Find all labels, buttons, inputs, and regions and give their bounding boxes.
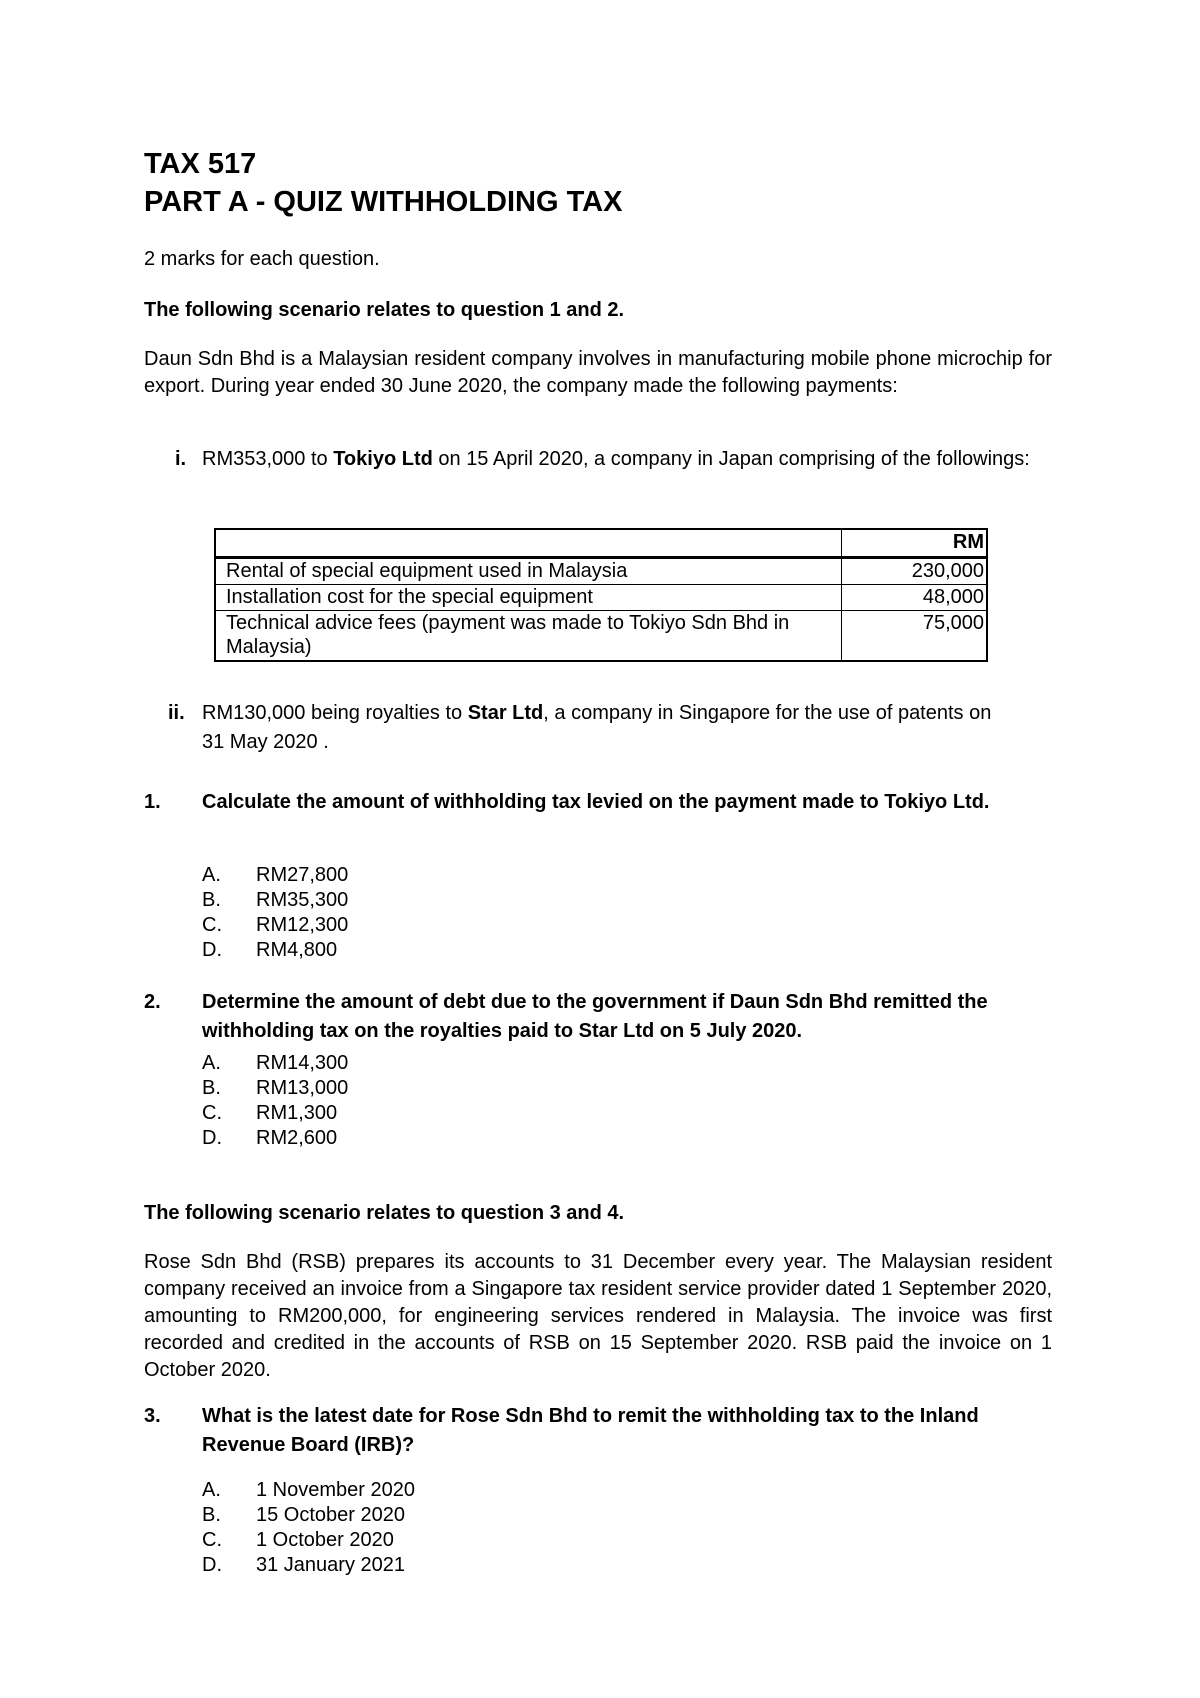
item-i-label: i. — [175, 448, 187, 470]
question-2-number: 2. — [144, 991, 161, 1013]
table-row — [215, 558, 987, 585]
item-ii-label: ii. — [168, 702, 185, 724]
option-value: RM12,300 — [256, 914, 349, 936]
option-value: 31 January 2021 — [256, 1554, 406, 1576]
option-value: RM13,000 — [256, 1077, 349, 1099]
item-i-company: Tokiyo Ltd — [333, 448, 433, 470]
item-i-text-after: on 15 April 2020, a company in Japan comprising of the followings: — [432, 448, 1030, 470]
table-row — [215, 585, 987, 611]
option-value: RM27,800 — [256, 864, 349, 886]
item-ii-text-after: , a company in Singapore for the use of patents on 31 May 2020 . — [202, 702, 992, 753]
scenario-1-intro: Daun Sdn Bhd is a Malaysian resident company involves in manufacturing mobile phone microchip for export. During year ended 30 June 2020, the company made the following payments: — [144, 348, 1052, 397]
option-value: RM1,300 — [256, 1102, 338, 1124]
option-letter: D. — [202, 1554, 222, 1576]
table-cell-desc: Rental of special equipment used in Malaysia — [215, 558, 842, 585]
payment-breakdown-table — [214, 528, 988, 662]
scenario-2-intro: Rose Sdn Bhd (RSB) prepares its accounts to 31 December every year. The Malaysian resident company received an invoice from a Singapore tax resident service provider dated 1 September 2020, amounting to RM200,000, for engineering services rendered in Malaysia. The invoice was first recorded and credited in the accounts of RSB on 15 September 2020. RSB paid the invoice on 1 October 2020. — [144, 1251, 1052, 1381]
marks-note: 2 marks for each question. — [144, 248, 380, 270]
table-header-amount: RM — [842, 529, 988, 558]
item-ii-text — [202, 699, 1002, 757]
scenario-1-heading: The following scenario relates to question 1 and 2. — [144, 299, 625, 321]
question-1-text: Calculate the amount of withholding tax levied on the payment made to Tokiyo Ltd. — [202, 791, 990, 813]
option-letter: D. — [202, 939, 222, 961]
option-letter: C. — [202, 1529, 222, 1551]
table-cell-desc: Installation cost for the special equipment — [215, 585, 842, 611]
option-letter: B. — [202, 889, 221, 911]
option-value: 15 October 2020 — [256, 1504, 405, 1526]
option-value: 1 November 2020 — [256, 1479, 415, 1501]
table-header-row — [215, 529, 987, 558]
option-value: RM4,800 — [256, 939, 338, 961]
option-letter: A. — [202, 1052, 221, 1074]
table-cell-amount: 48,000 — [842, 585, 988, 611]
option-letter: B. — [202, 1504, 221, 1526]
option-value: RM14,300 — [256, 1052, 349, 1074]
course-title: TAX 517 — [144, 148, 257, 180]
item-i-text — [202, 445, 1082, 474]
item-ii-company: Star Ltd — [467, 702, 544, 724]
option-value: RM35,300 — [256, 889, 349, 911]
question-3-number: 3. — [144, 1405, 161, 1427]
question-3-text: What is the latest date for Rose Sdn Bhd to remit the withholding tax to the Inland Revenue Board (IRB)? — [202, 1405, 979, 1456]
table-cell-amount: 75,000 — [842, 611, 988, 662]
option-letter: A. — [202, 1479, 221, 1501]
option-letter: C. — [202, 914, 222, 936]
option-value: 1 October 2020 — [256, 1529, 394, 1551]
part-title: PART A - QUIZ WITHHOLDING TAX — [144, 186, 623, 218]
option-letter: C. — [202, 1102, 222, 1124]
item-i-text-before: RM353,000 to — [202, 448, 334, 470]
question-2-text: Determine the amount of debt due to the government if Daun Sdn Bhd remitted the withholding tax on the royalties paid to Star Ltd on 5 July 2020. — [202, 991, 988, 1042]
option-value: RM2,600 — [256, 1127, 338, 1149]
item-ii-text-before: RM130,000 being royalties to — [202, 702, 468, 724]
option-letter: A. — [202, 864, 221, 886]
table-row — [215, 611, 987, 662]
option-letter: B. — [202, 1077, 221, 1099]
question-1-number: 1. — [144, 791, 161, 813]
table-cell-amount: 230,000 — [842, 558, 988, 585]
table-cell-desc: Technical advice fees (payment was made to Tokiyo Sdn Bhd in Malaysia) — [215, 611, 842, 662]
scenario-2-heading: The following scenario relates to question 3 and 4. — [144, 1202, 625, 1224]
option-letter: D. — [202, 1127, 222, 1149]
table-header-desc — [215, 529, 842, 558]
